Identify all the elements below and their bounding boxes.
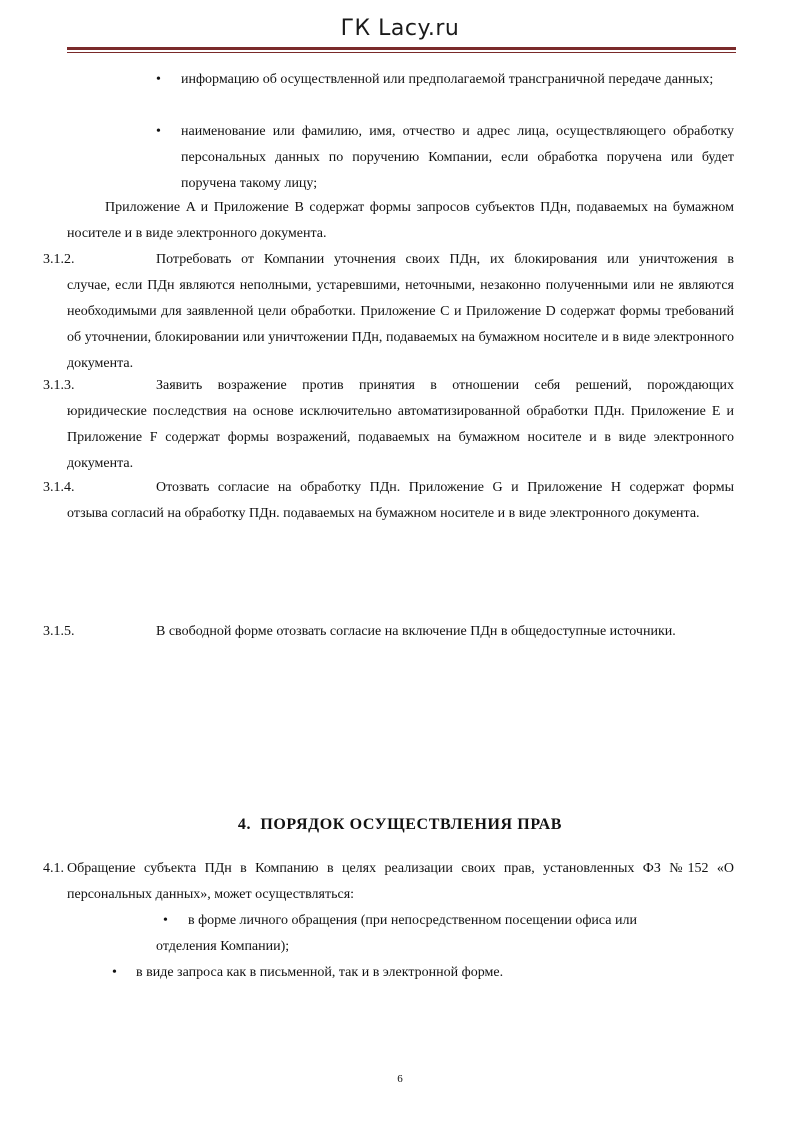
bullet-item: наименование или фамилию, имя, отчество и адрес лица, осуществляющего обработку персональных данных по поручению Компании, если обработка поручена или будет поручена такому лицу; [181, 124, 734, 191]
item-first-line: Отозвать согласие на обработку ПДн. Приложение G и Приложение H содержат формы [156, 480, 734, 495]
item-body: персональных данных», может осуществляться: [67, 887, 355, 902]
item-first-line: Обращение субъекта ПДн в Компанию в целях реализации своих прав, установленных ФЗ №152 «О [67, 861, 734, 876]
bullet-item-continued: отделения Компании); [156, 939, 290, 954]
item-number: 4.1. [43, 861, 64, 876]
item-body: случае, если ПДн являются неполными, устаревшими, неточными, незаконно полученными или не являются необходимыми для заявленной цели обработки. Приложение C и Приложение D содержат формы требований об уточнении, блокировании или уничтожении ПДн, подаваемых на бумажном носителе и в виде электронного документа. [67, 278, 734, 371]
item-first-line: Заявить возражение против принятия в отношении себя решений, порождающих [156, 378, 734, 393]
header-rule-thick [67, 47, 736, 50]
bullet-dot: • [163, 913, 168, 928]
bullet-dot: • [112, 965, 117, 980]
item-number: 3.1.4. [43, 480, 75, 495]
site-title: ГК Lacy.ru [340, 16, 460, 41]
section-heading [0, 812, 800, 838]
header-rule-thin [67, 52, 736, 53]
bullet-dot: • [156, 72, 161, 87]
appendix-note: Приложение A и Приложение B содержат формы запросов субъектов ПДн, подаваемых на бумажном носителе и в виде электронного документа. [67, 200, 734, 241]
section-number: 4. [237, 816, 252, 833]
item-body: отзыва согласий на обработку ПДн. подаваемых на бумажном носителе и в виде электронного документа. [67, 506, 700, 521]
bullet-item: в виде запроса как в письменной, так и в электронной форме. [136, 965, 504, 980]
bullet-item: в форме личного обращения (при непосредственном посещении офиса или [188, 913, 637, 928]
bullet-dot: • [156, 124, 161, 139]
page-number: 6 [397, 1073, 403, 1085]
item-first-line: Потребовать от Компании уточнения своих ПДн, их блокирования или уничтожения в [156, 252, 734, 267]
item-number: 3.1.5. [43, 624, 75, 639]
bullet-item: информацию об осуществленной или предполагаемой трансграничной передаче данных; [181, 72, 714, 87]
item-number: 3.1.3. [43, 378, 75, 393]
item-body: юридические последствия на основе исключительно автоматизированной обработки ПДн. Приложение E и Приложение F содержат формы возражений, подаваемых на бумажном носителе и в виде электронного документа. [67, 404, 734, 471]
section-title: ПОРЯДОК ОСУЩЕСТВЛЕНИЯ ПРАВ [260, 816, 563, 833]
item-number: 3.1.2. [43, 252, 75, 267]
item-first-line: В свободной форме отозвать согласие на включение ПДн в общедоступные источники. [156, 624, 676, 639]
